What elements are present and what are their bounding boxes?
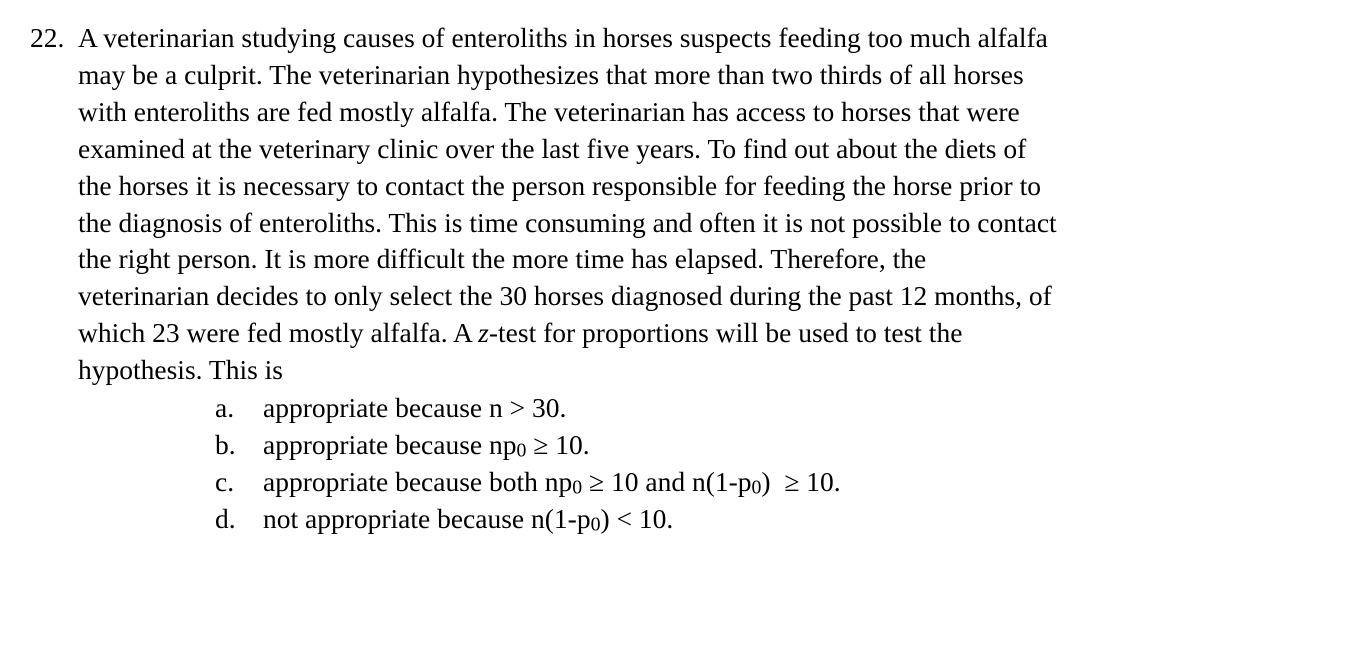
answer-choices — [215, 389, 841, 537]
question-text-fragment: which 23 were fed mostly alfalfa. A — [78, 317, 479, 349]
question-text-line: examined at the veterinary clinic over the last five years. To find out about the diets of — [78, 132, 1027, 164]
choice-letter: b. — [215, 429, 236, 460]
subscript: 0 — [590, 513, 601, 536]
question-text-line: A veterinarian studying causes of enteroliths in horses suspects feeding too much alfalfa — [78, 22, 1048, 53]
question-line — [30, 205, 1240, 242]
question-text-line: with enteroliths are fed mostly alfalfa. The veterinarian has access to horses that were — [78, 95, 1020, 127]
choice-a[interactable] — [215, 389, 841, 426]
question-line — [30, 315, 1240, 352]
choice-text-fragment: ≥ 10. — [526, 429, 590, 460]
question-text-line: veterinarian decides to only select the 30 horses diagnosed during the past 12 months, of — [78, 280, 1052, 312]
choice-letter: c. — [215, 466, 235, 497]
subscript: 0 — [751, 476, 762, 499]
question-line — [30, 352, 1240, 389]
question-line — [30, 278, 1240, 315]
question-line — [30, 20, 1240, 57]
z-variable: z — [478, 317, 489, 349]
question-number: 22. — [30, 22, 65, 53]
question-line — [30, 94, 1240, 131]
choice-text-fragment: not appropriate because n(1-p — [263, 503, 591, 534]
subscript: 0 — [572, 476, 583, 499]
choice-c[interactable] — [215, 463, 841, 500]
choice-text-fragment: ) < 10. — [600, 503, 674, 534]
choice-text-fragment: appropriate because both np — [263, 466, 573, 497]
question-line — [30, 131, 1240, 168]
choice-d[interactable] — [215, 500, 841, 537]
question-line — [30, 57, 1240, 94]
choice-text-fragment: ≥ 10 and n(1-p — [582, 466, 752, 497]
question-text-line: the horses it is necessary to contact the person responsible for feeding the horse prior to — [78, 169, 1041, 201]
question-text-line: hypothesis. This is — [78, 354, 284, 386]
question-text-line: the diagnosis of enteroliths. This is time consuming and often it is not possible to contact — [78, 206, 1057, 238]
question-text-line: may be a culprit. The veterinarian hypothesizes that more than two thirds of all horses — [78, 58, 1024, 90]
choice-b[interactable] — [215, 426, 841, 463]
question-line — [30, 168, 1240, 205]
question-text-line: the right person. It is more difficult the more time has elapsed. Therefore, the — [78, 243, 927, 275]
question-block — [30, 20, 1240, 389]
choice-text: appropriate because n > 30. — [263, 392, 567, 423]
question-line — [30, 241, 1240, 278]
choice-letter: a. — [215, 392, 235, 423]
question-text-fragment: -test for proportions will be used to test the — [488, 317, 963, 349]
subscript: 0 — [516, 439, 527, 462]
choice-text-fragment: appropriate because np — [263, 429, 517, 460]
choice-letter: d. — [215, 503, 236, 534]
choice-text-fragment: ) ≥ 10. — [761, 466, 841, 497]
